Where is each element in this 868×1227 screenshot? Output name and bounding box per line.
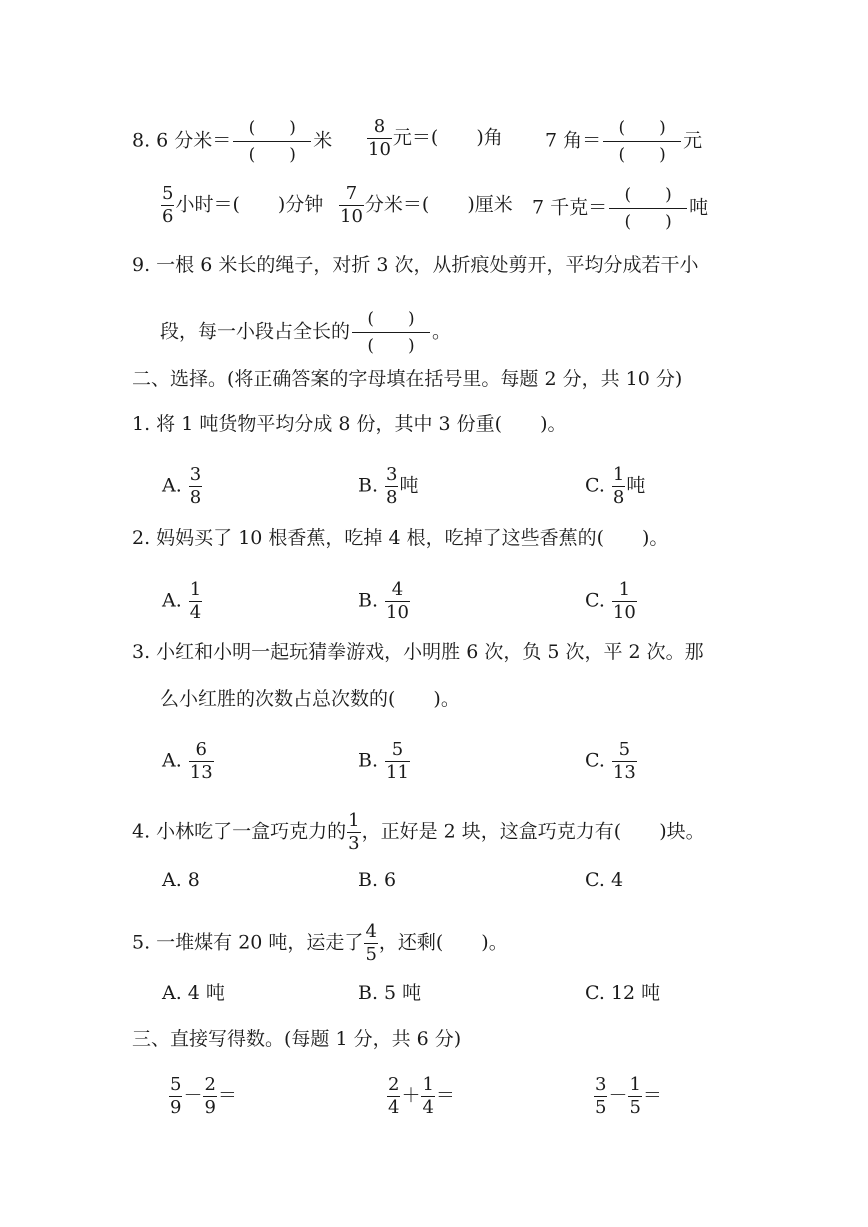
expression-1[interactable]: $\frac{5}{9}$ － $\frac{2}{9}$ ＝ [170,1074,237,1118]
question-5: 5. 一堆煤有 20 吨，运走了 $\frac{4}{5}$ ，还剩( )。 [132,921,508,965]
question-4: 4. 小林吃了一盒巧克力的 $\frac{1}{3}$ ，正好是 2 块，这盒巧克力有( )块。 [132,810,705,854]
q8-row1-c: 7 角＝ $\frac{( )}{( )}$ 元 [545,118,703,165]
fraction: $\frac{1}{5}$ [629,1074,641,1118]
fraction: $\frac{1}{4}$ [422,1074,434,1118]
option-c[interactable]: C. $\frac{1}{10}$ [585,579,636,623]
answer-blank-fraction[interactable]: $\frac{( )}{( )}$ [233,117,311,166]
expression-2[interactable]: $\frac{2}{4}$ ＋ $\frac{1}{4}$ ＝ [388,1074,455,1118]
option-a[interactable]: A. 8 [162,869,200,891]
fraction: $\frac{1}{10}$ [612,579,636,623]
fraction: $\frac{3}{8}$ [386,464,398,508]
fraction: $\frac{5}{6}$ [162,183,174,227]
option-b[interactable]: B. 5 吨 [358,982,422,1004]
option-b[interactable]: B. $\frac{5}{11}$ [358,739,409,783]
fraction: $\frac{1}{4}$ [189,579,202,623]
option-c[interactable]: C. 4 [585,869,624,891]
q9-line2: 段，每一小段占全长的 $\frac{( )}{( )}$ 。 [160,309,452,356]
question-1: 1. 将 1 吨货物平均分成 8 份，其中 3 份重( )。 [132,413,567,435]
fraction: $\frac{5}{13}$ [612,739,636,783]
fraction: $\frac{4}{5}$ [365,921,377,965]
fraction: $\frac{5}{9}$ [170,1074,182,1118]
expression-3[interactable]: $\frac{3}{5}$ － $\frac{1}{5}$ ＝ [595,1074,662,1118]
option-a[interactable]: A. $\frac{3}{8}$ [162,464,202,508]
q8-row1-a-prefix: 8. 6 分米＝ [132,129,232,152]
option-c[interactable]: C. 12 吨 [585,982,661,1004]
answer-blank-fraction[interactable]: $\frac{( )}{( )}$ [352,308,430,357]
answer-blank-fraction[interactable]: $\frac{( )}{( )}$ [609,184,687,233]
fraction: $\frac{1}{3}$ [348,810,360,854]
q8-row1-a: 8. 6 分米＝ $\frac{( )}{( )}$ 米 [132,118,333,165]
fraction: $\frac{6}{13}$ [189,739,213,783]
q8-row2-a [160,184,323,227]
section-title: 二、选择。(将正确答案的字母填在括号里。每题 2 分，共 10 分) [132,368,683,390]
answer-blank-fraction[interactable]: $\frac{( )}{( )}$ [603,117,681,166]
q8-row1-b-text[interactable]: 元＝( )角 [392,126,503,149]
option-b[interactable]: B. 6 [358,869,397,891]
option-c[interactable]: C. $\frac{1}{8}$ 吨 [585,464,646,508]
fraction: $\frac{3}{5}$ [595,1074,607,1118]
fraction: $\frac{1}{8}$ [612,464,625,508]
option-b[interactable]: B. $\frac{3}{8}$ 吨 [358,464,419,508]
question-3-line2: 么小红胜的次数占总次数的( )。 [160,688,460,710]
q8-row1-b [366,117,503,160]
fraction: $\frac{2}{4}$ [388,1074,400,1118]
fraction: $\frac{3}{8}$ [189,464,202,508]
section-title: 三、直接写得数。(每题 1 分，共 6 分) [132,1028,462,1050]
option-a[interactable]: A. 4 吨 [162,982,225,1004]
q8-row2-a-text[interactable]: 小时＝( )分钟 [175,193,324,216]
q8-row2-b-text[interactable]: 分米＝( )厘米 [364,193,513,216]
q9-line1: 9. 一根 6 米长的绳子，对折 3 次，从折痕处剪开，平均分成若干小 [132,254,699,276]
q8-row2-c: 7 千克＝ $\frac{( )}{( )}$ 吨 [532,185,709,232]
question-2: 2. 妈妈买了 10 根香蕉，吃掉 4 根，吃掉了这些香蕉的( )。 [132,527,669,549]
question-3-line1: 3. 小红和小明一起玩猜拳游戏，小明胜 6 次，负 5 次，平 2 次。那 [132,641,704,663]
fraction: $\frac{2}{9}$ [204,1074,216,1118]
option-b[interactable]: B. $\frac{4}{10}$ [358,579,409,623]
fraction: $\frac{5}{11}$ [386,739,409,783]
fraction: $\frac{7}{10}$ [340,183,363,227]
option-a[interactable]: A. $\frac{1}{4}$ [162,579,202,623]
q8-row2-b [338,184,513,227]
option-a[interactable]: A. $\frac{6}{13}$ [162,739,213,783]
option-c[interactable]: C. $\frac{5}{13}$ [585,739,636,783]
fraction: $\frac{8}{10}$ [368,116,391,160]
fraction: $\frac{4}{10}$ [386,579,409,623]
